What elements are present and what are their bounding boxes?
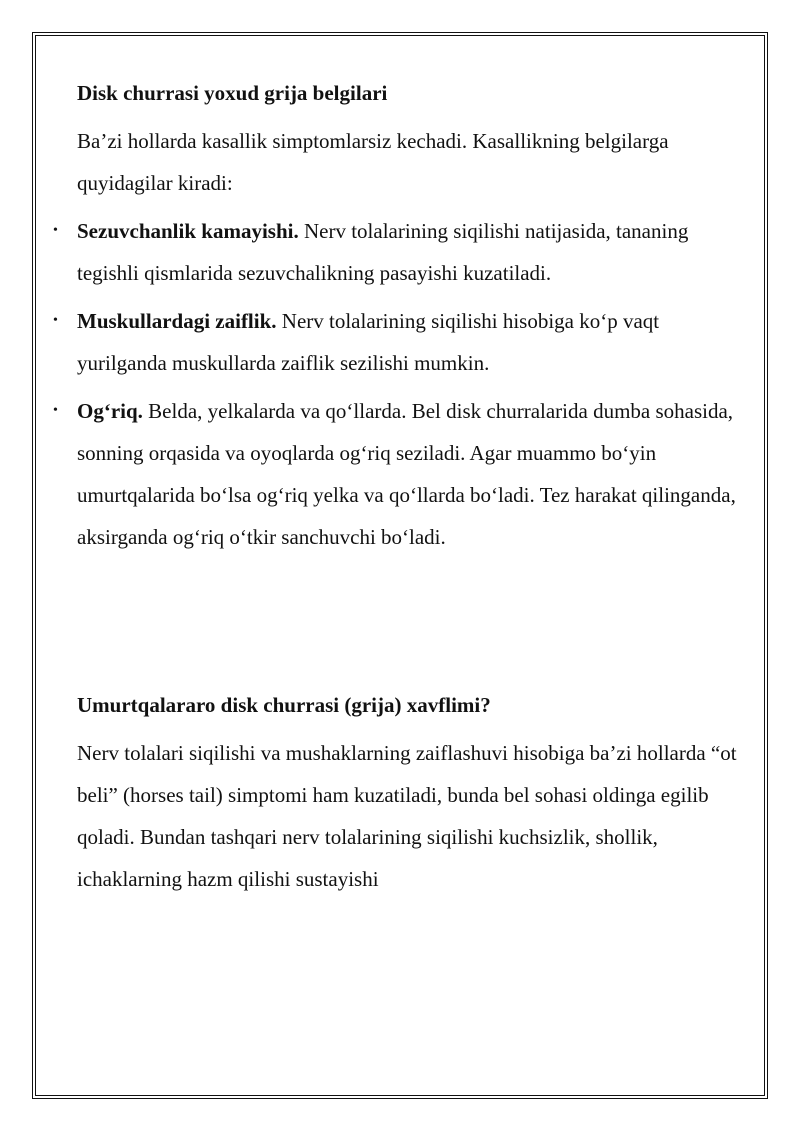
intro-paragraph: Ba’zi hollarda kasallik simptomlarsiz kechadi. Kasallikning belgilarga quyidagilar kiradi: [77, 129, 669, 195]
list-item-text: Belda, yelkalarda va qo‘llarda. Bel disk churralarida dumba sohasida, sonning orqasida va oyoqlarda og‘riq seziladi. Agar muammo bo‘yin umurtqalarida bo‘lsa og‘riq yelka va qo‘llarda bo‘ladi. Tez harakat qilinganda, aksirganda og‘riq o‘tkir sanchuvchi bo‘ladi. [77, 399, 736, 549]
danger-paragraph: Nerv tolalari siqilishi va mushaklarning zaiflashuvi hisobiga ba’zi hollarda “ot beli” (horses tail) simptomi ham kuzatiladi, bunda bel sohasi oldinga egilib qoladi. Bundan tashqari nerv tolalarining siqilishi kuchsizlik, shollik, ichaklarning hazm qilishi sustayishi [77, 741, 737, 891]
list-item-term: Sezuvchanlik kamayishi. [77, 219, 299, 243]
list-item-text: Nerv tolalarining siqilishi natijasida, tananing tegishli qismlarida sezuvchalikning pasayishi kuzatiladi. [77, 219, 689, 285]
list-item [53, 300, 737, 384]
section-heading-danger: Umurtqalararo disk churrasi (grija) xavflimi? [77, 693, 491, 717]
section-heading-symptoms: Disk churrasi yoxud grija belgilari [77, 81, 388, 105]
list-item [53, 210, 737, 294]
document-body [53, 72, 737, 906]
list-item-text: Nerv tolalarining siqilishi hisobiga ko‘p vaqt yurilganda muskullarda zaiflik sezilishi mumkin. [77, 309, 660, 375]
section-spacer [77, 564, 737, 684]
bullet-icon: • [53, 313, 58, 328]
bullet-icon: • [53, 403, 58, 418]
bullet-icon: • [53, 223, 58, 238]
symptom-list [53, 210, 737, 558]
list-item [53, 390, 737, 558]
list-item-term: Og‘riq. [77, 399, 143, 423]
list-item-term: Muskullardagi zaiflik. [77, 309, 277, 333]
